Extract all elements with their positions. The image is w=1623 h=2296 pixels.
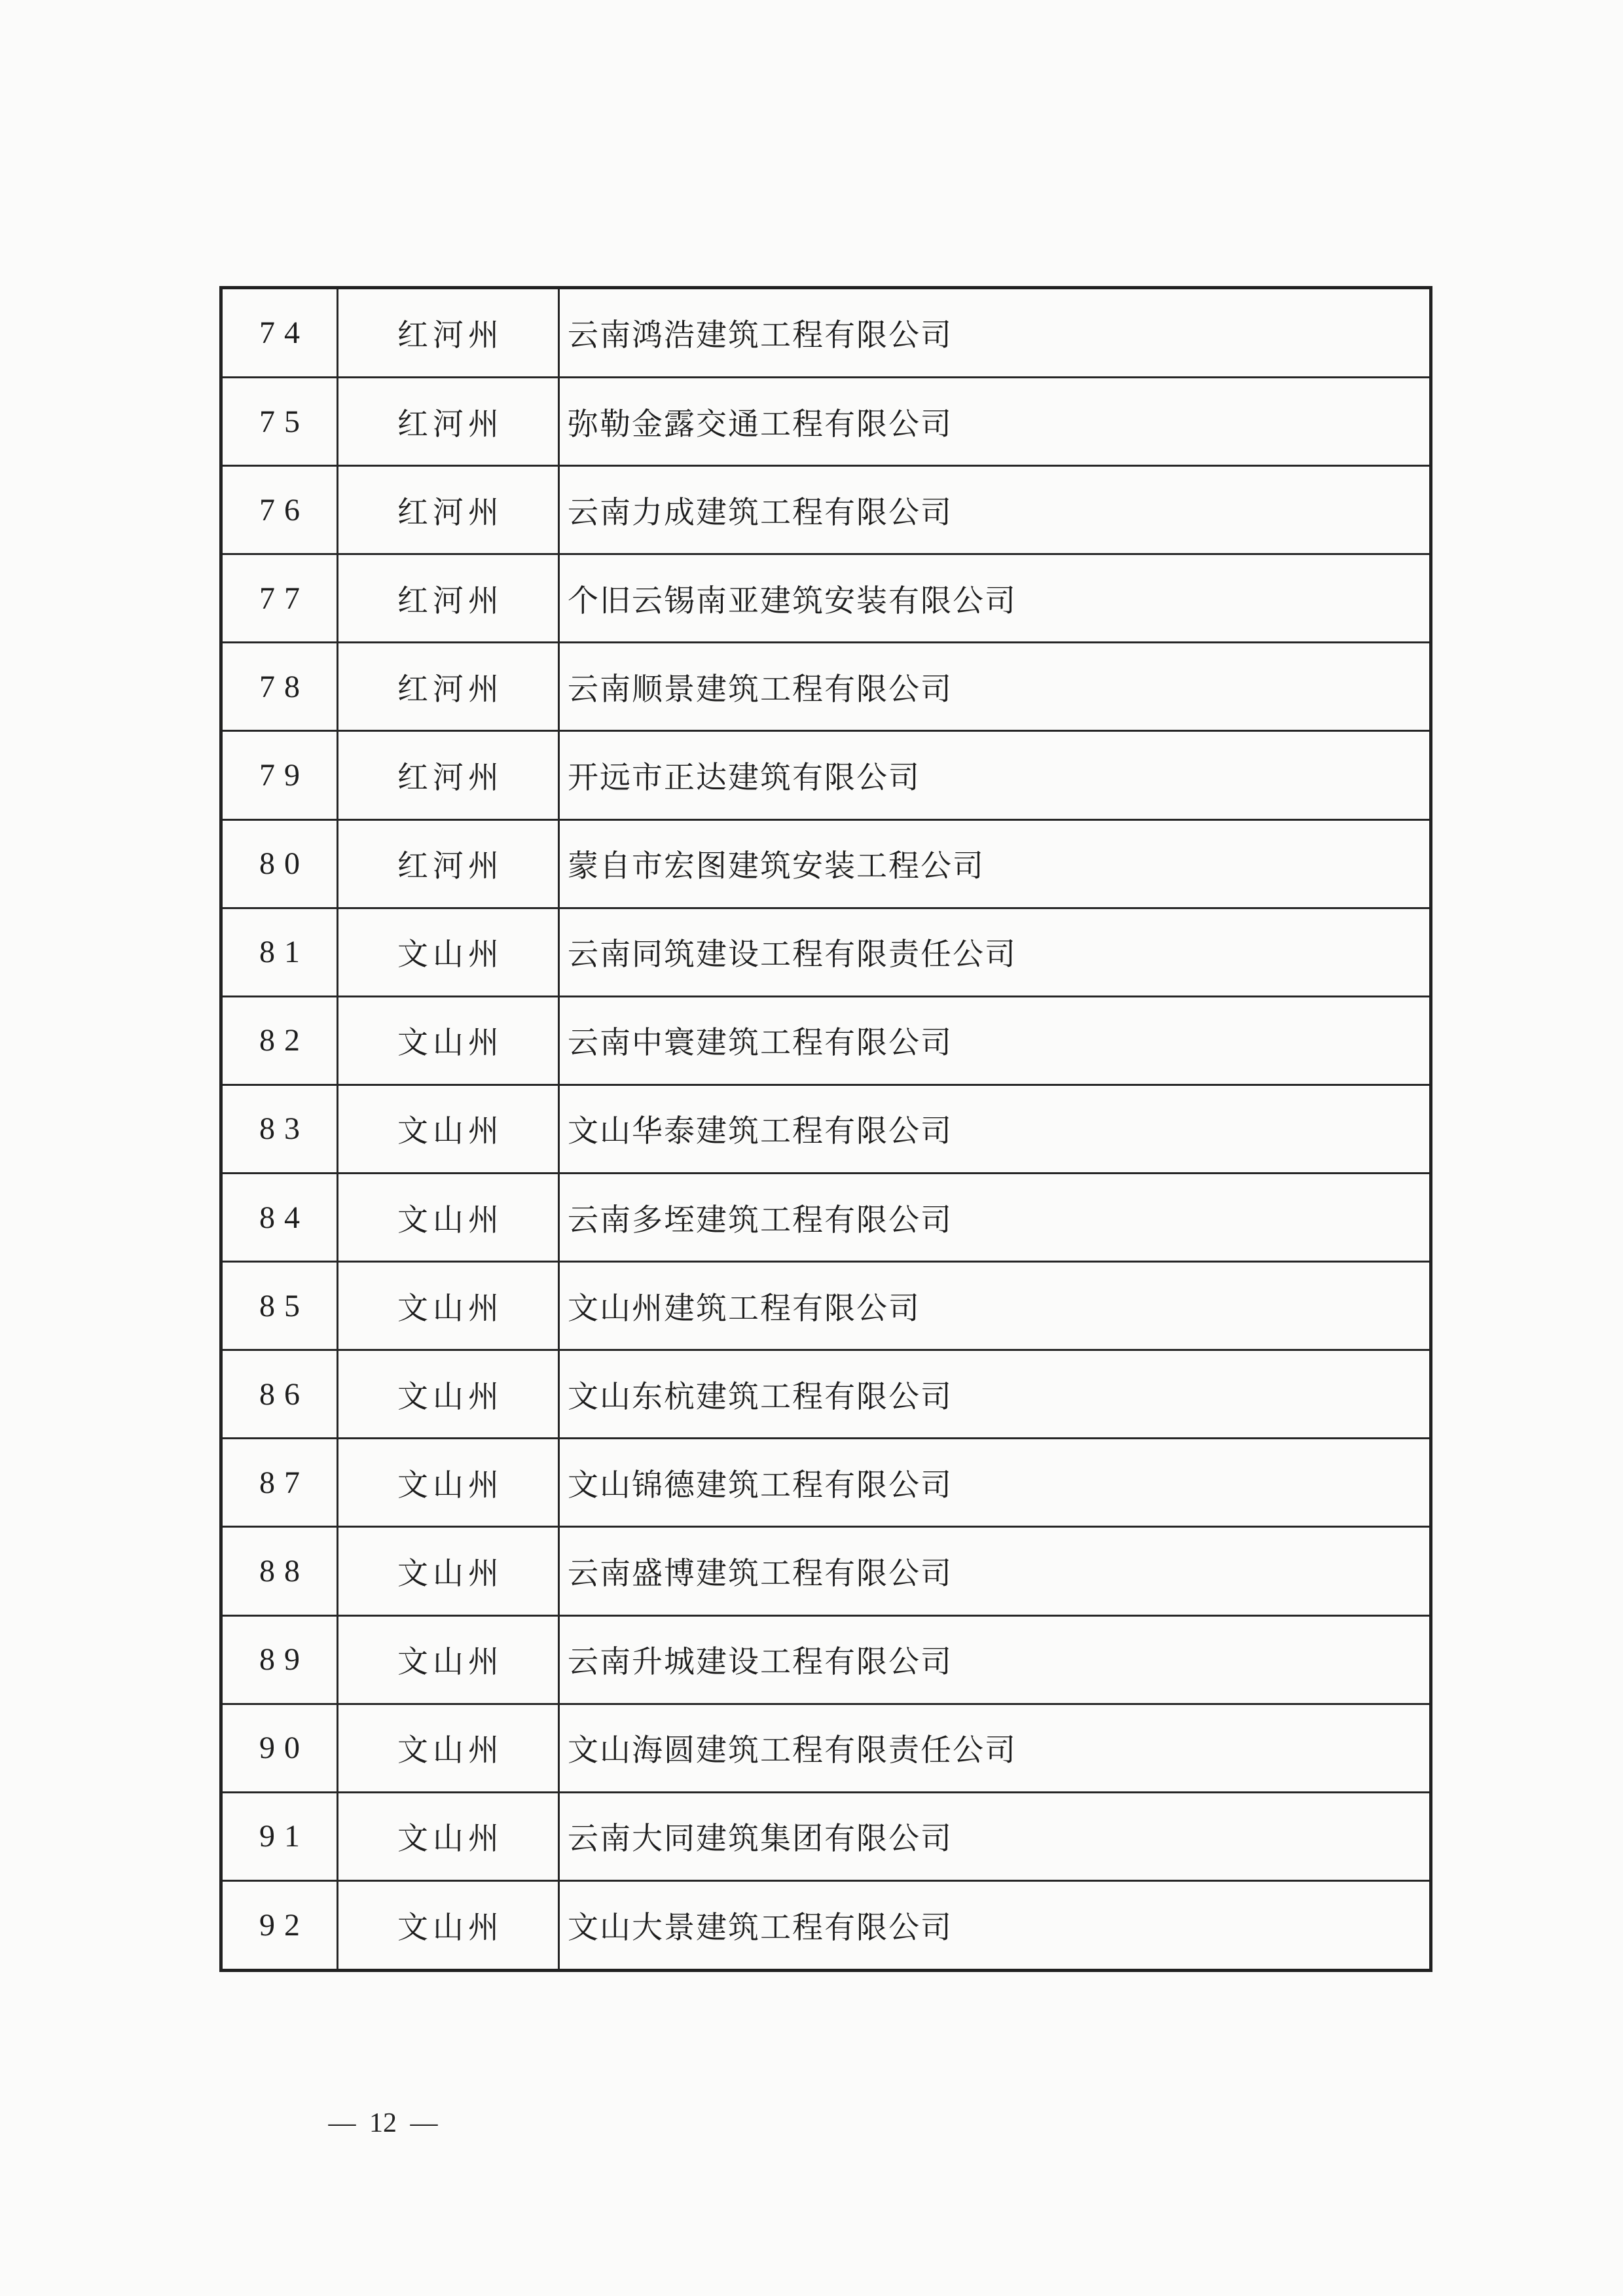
- company-name-cell: 文山锦德建筑工程有限公司: [559, 1439, 1431, 1527]
- row-number-cell: 84: [221, 1173, 338, 1261]
- table-row: [221, 1262, 1431, 1350]
- row-number-cell: 82: [221, 996, 338, 1085]
- table-row: [221, 1173, 1431, 1261]
- table-row: [221, 1527, 1431, 1615]
- table-row: [221, 908, 1431, 996]
- table-row: [221, 1615, 1431, 1704]
- region-cell: 红河州: [338, 643, 559, 731]
- company-name-cell: 文山州建筑工程有限公司: [559, 1262, 1431, 1350]
- row-number-cell: 78: [221, 643, 338, 731]
- row-number-cell: 92: [221, 1880, 338, 1970]
- table-row: [221, 731, 1431, 819]
- row-number-cell: 76: [221, 466, 338, 554]
- table-row: [221, 1350, 1431, 1439]
- region-cell: 文山州: [338, 1615, 559, 1704]
- table-row: [221, 288, 1431, 378]
- row-number-cell: 79: [221, 731, 338, 819]
- region-cell: 红河州: [338, 377, 559, 465]
- company-name-cell: 云南盛博建筑工程有限公司: [559, 1527, 1431, 1615]
- company-name-cell: 文山大景建筑工程有限公司: [559, 1880, 1431, 1970]
- table-row: [221, 1085, 1431, 1173]
- table-row: [221, 1704, 1431, 1792]
- row-number-cell: 86: [221, 1350, 338, 1439]
- company-name-cell: 云南同筑建设工程有限责任公司: [559, 908, 1431, 996]
- page-number: — 12 —: [328, 2108, 438, 2138]
- company-list-table: [219, 286, 1432, 1972]
- region-cell: 文山州: [338, 1792, 559, 1880]
- region-cell: 红河州: [338, 554, 559, 643]
- row-number-cell: 85: [221, 1262, 338, 1350]
- row-number-cell: 75: [221, 377, 338, 465]
- table-row: [221, 819, 1431, 908]
- region-cell: 文山州: [338, 1527, 559, 1615]
- table-row: [221, 1792, 1431, 1880]
- company-name-cell: 云南顺景建筑工程有限公司: [559, 643, 1431, 731]
- table-row: [221, 377, 1431, 465]
- table-row: [221, 1439, 1431, 1527]
- table-row: [221, 554, 1431, 643]
- region-cell: 红河州: [338, 288, 559, 378]
- region-cell: 文山州: [338, 1173, 559, 1261]
- row-number-cell: 77: [221, 554, 338, 643]
- region-cell: 红河州: [338, 819, 559, 908]
- company-name-cell: 云南中寰建筑工程有限公司: [559, 996, 1431, 1085]
- region-cell: 文山州: [338, 1439, 559, 1527]
- region-cell: 文山州: [338, 996, 559, 1085]
- page-footer: [285, 2108, 481, 2139]
- table-row: [221, 996, 1431, 1085]
- company-name-cell: 蒙自市宏图建筑安装工程公司: [559, 819, 1431, 908]
- company-name-cell: 个旧云锡南亚建筑安装有限公司: [559, 554, 1431, 643]
- region-cell: 文山州: [338, 1350, 559, 1439]
- table-body: [221, 288, 1431, 1971]
- company-name-cell: 文山海圆建筑工程有限责任公司: [559, 1704, 1431, 1792]
- row-number-cell: 90: [221, 1704, 338, 1792]
- company-name-cell: 云南多垤建筑工程有限公司: [559, 1173, 1431, 1261]
- row-number-cell: 89: [221, 1615, 338, 1704]
- table-row: [221, 466, 1431, 554]
- region-cell: 文山州: [338, 1880, 559, 1970]
- table-row: [221, 643, 1431, 731]
- row-number-cell: 74: [221, 288, 338, 378]
- row-number-cell: 83: [221, 1085, 338, 1173]
- region-cell: 文山州: [338, 1262, 559, 1350]
- company-name-cell: 文山东杭建筑工程有限公司: [559, 1350, 1431, 1439]
- row-number-cell: 87: [221, 1439, 338, 1527]
- row-number-cell: 81: [221, 908, 338, 996]
- row-number-cell: 80: [221, 819, 338, 908]
- region-cell: 红河州: [338, 466, 559, 554]
- table-row: [221, 1880, 1431, 1970]
- company-name-cell: 弥勒金露交通工程有限公司: [559, 377, 1431, 465]
- region-cell: 文山州: [338, 1085, 559, 1173]
- company-name-cell: 云南鸿浩建筑工程有限公司: [559, 288, 1431, 378]
- company-name-cell: 云南升城建设工程有限公司: [559, 1615, 1431, 1704]
- region-cell: 红河州: [338, 731, 559, 819]
- region-cell: 文山州: [338, 908, 559, 996]
- company-name-cell: 云南大同建筑集团有限公司: [559, 1792, 1431, 1880]
- company-name-cell: 开远市正达建筑有限公司: [559, 731, 1431, 819]
- row-number-cell: 91: [221, 1792, 338, 1880]
- region-cell: 文山州: [338, 1704, 559, 1792]
- company-name-cell: 云南力成建筑工程有限公司: [559, 466, 1431, 554]
- row-number-cell: 88: [221, 1527, 338, 1615]
- company-name-cell: 文山华泰建筑工程有限公司: [559, 1085, 1431, 1173]
